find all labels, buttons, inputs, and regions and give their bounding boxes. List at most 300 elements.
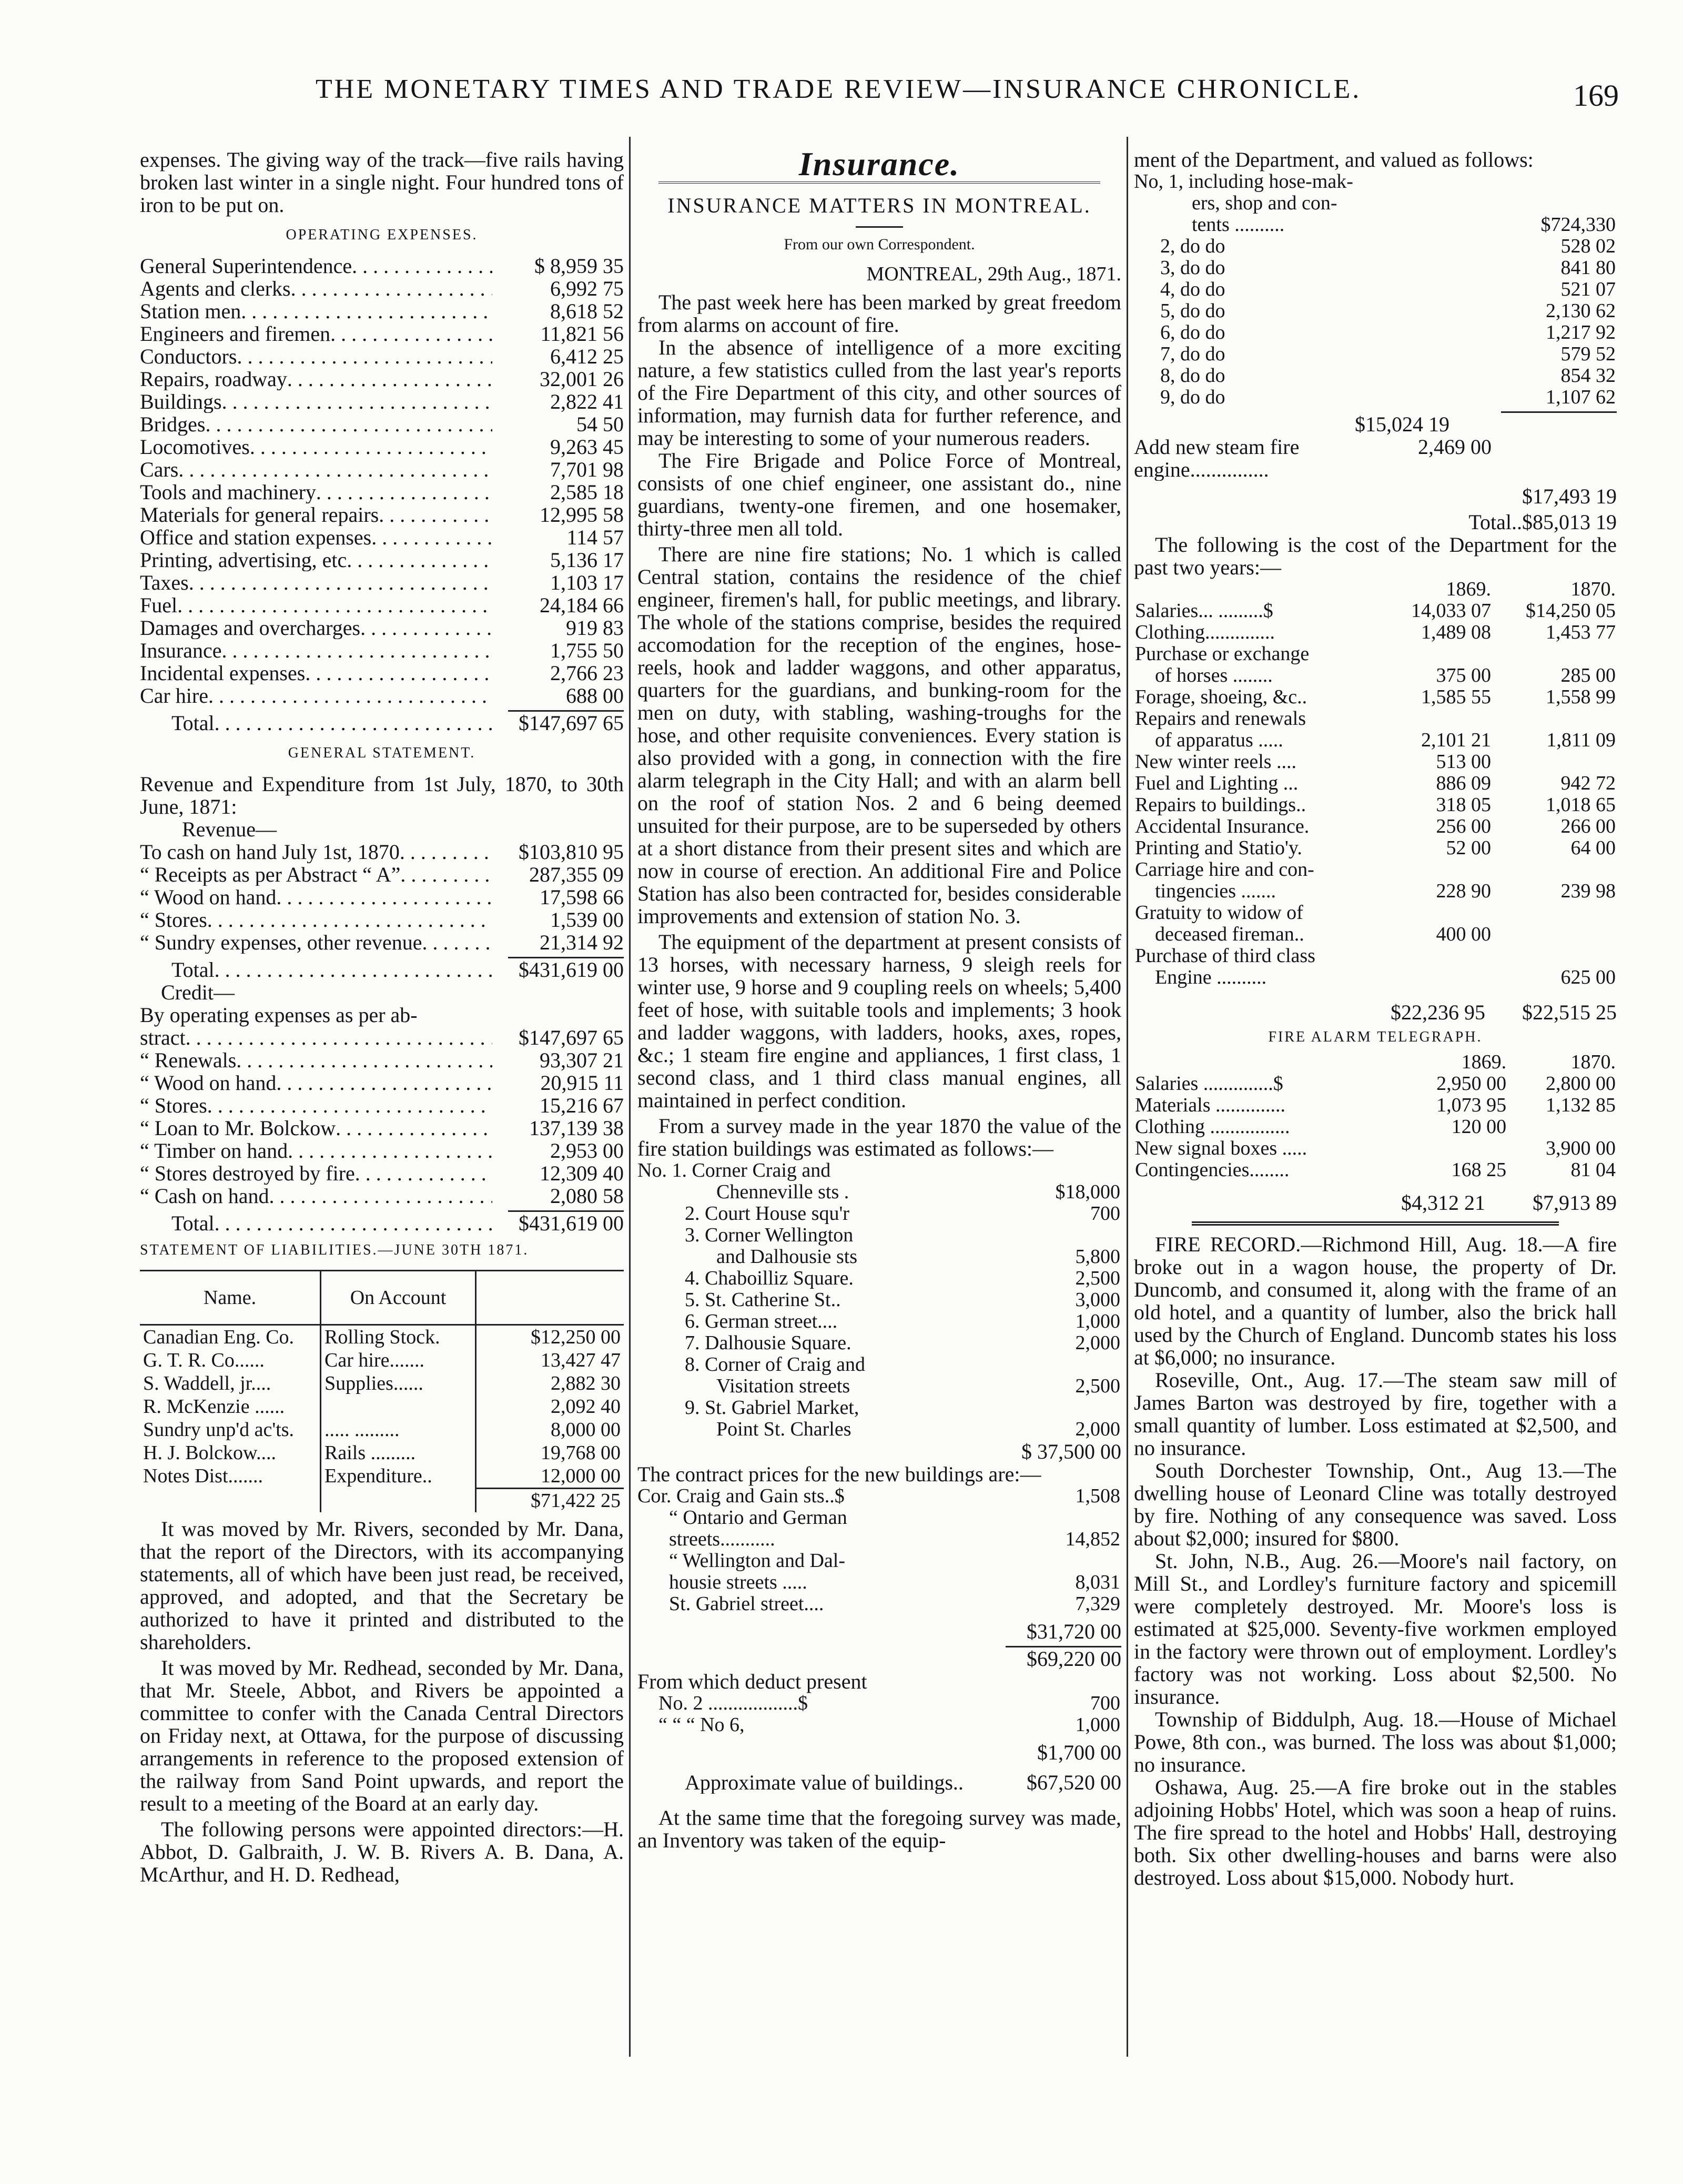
item-label: No, 1, including hose-mak- (1134, 170, 1353, 193)
ledger-row (140, 1094, 624, 1117)
total-label: Total (171, 958, 215, 981)
leader-dots (287, 368, 492, 390)
table-row (140, 1441, 624, 1464)
table-row (637, 1268, 1121, 1289)
telegraph-table (1134, 1051, 1617, 1181)
item-label: tents .......... (1192, 214, 1285, 236)
ledger-label: Materials for general repairs (140, 503, 379, 526)
ledger-label: To cash on hand July 1st, 1870 (140, 841, 400, 863)
total-amount: $147,697 65 (519, 712, 624, 734)
ledger-amount: 12,309 40 (540, 1162, 624, 1185)
ledger-row (140, 886, 624, 908)
amount-1870: 64 00 (1570, 837, 1616, 859)
leader-dots (207, 908, 492, 931)
item-amount (1011, 1397, 1121, 1419)
item-label: deceased fireman.. (1155, 923, 1304, 945)
leader-dots (208, 684, 492, 707)
ledger-row (140, 277, 624, 300)
running-title: THE MONETARY TIMES AND TRADE REVIEW—INSURANCE CHRONICLE. (316, 74, 1362, 104)
ledger-amount: 287,355 09 (529, 863, 624, 886)
blank-cell (321, 1489, 476, 1513)
ledger-label: “ Renewals (140, 1049, 237, 1071)
leader-dots (236, 1049, 492, 1071)
item-label: Repairs and renewals (1135, 707, 1306, 730)
amount-1870 (1492, 902, 1617, 924)
ledger-row (140, 1071, 624, 1094)
ledger-label: “ Cash on hand (140, 1185, 269, 1207)
item-amount: 841 80 (1560, 257, 1616, 279)
ledger-label: “ Wood on hand (140, 886, 277, 908)
item-label: 9. St. Gabriel Market, (685, 1397, 859, 1419)
liability-account: Rails ......... (321, 1441, 476, 1464)
leader-dots (276, 1071, 492, 1094)
inventory-table (1134, 171, 1617, 408)
ledger-amount: 1,755 50 (550, 639, 624, 662)
operating-heading: OPERATING EXPENSES. (286, 227, 478, 243)
article-paragraph: There are nine fire stations; No. 1 which is called Central station, contains the residence of the chief engineer, firemen's hall, for public meetings, and library. The whole of the stations comprise, besides the required accomodation for the reception of the engines, hose-reels, hook and ladder waggons, and other apparatus, quarters for the guardians, and bunking-room for the men on duty, with stabling, washing-troughs for the hose, and other requisite conveniences. Every station is also provided with a gong, in connection with the fire alarm telegraph in the City Hall; and with an alarm bell on the roof of station Nos. 2 and 6 being deemed unsuited for their purpose, are to be superseded by others at a short distance from their present sites and which are now in course of erection. An additional Fire and Police Station has also been contracted for, besides considerable improvements and extension of station No. 3. (637, 542, 1121, 928)
column-left (140, 148, 624, 1886)
item-label: No. 2 ..................$ (658, 1692, 808, 1714)
amount-1870 (1492, 708, 1617, 730)
table-row (1134, 816, 1617, 837)
item-amount: 521 07 (1560, 278, 1616, 300)
item-amount: 854 32 (1560, 365, 1616, 387)
table-row (1134, 343, 1617, 365)
table-row (637, 1225, 1121, 1246)
liability-account: Expenditure.. (321, 1464, 476, 1489)
amount-1869: 318 05 (1436, 794, 1492, 816)
item-amount: 1,000 (1075, 1714, 1120, 1736)
ledger-label: “ Stores (140, 908, 207, 931)
item-label: “ Wellington and Dal- (669, 1550, 845, 1572)
section-title: Insurance. (798, 145, 960, 183)
add-engine-label: Add new steam fire engine............... (1134, 436, 1300, 481)
table-row (1134, 171, 1617, 193)
cost-totals-row (1134, 1001, 1617, 1024)
ledger-label: Fuel (140, 594, 178, 616)
table-row (1134, 924, 1617, 945)
table-row (140, 1464, 624, 1489)
table-row (1134, 214, 1617, 236)
ledger-amount: 2,953 00 (550, 1139, 624, 1162)
credit-label: Credit— (161, 980, 235, 1004)
ledger-row (140, 322, 624, 345)
ledger-row (140, 1162, 624, 1185)
table-row (1134, 365, 1617, 387)
amount-1869 (1381, 859, 1492, 881)
ledger-amount: 8,618 52 (550, 300, 624, 322)
table-row (637, 1376, 1121, 1397)
contract-total-row (637, 1620, 1121, 1643)
table-row (637, 1354, 1121, 1376)
leader-dots (336, 1117, 492, 1139)
item-label: Purchase of third class (1135, 945, 1315, 967)
item-label: and Dalhousie sts (716, 1246, 858, 1268)
leader-dots (178, 458, 492, 481)
blank-cell (140, 1489, 321, 1513)
ledger-row (140, 413, 624, 436)
liability-amount: $12,250 00 (531, 1326, 621, 1348)
combined-total-row (637, 1647, 1121, 1670)
item-label: Carriage hire and con- (1135, 858, 1314, 881)
ledger-label: Insurance (140, 639, 222, 662)
item-label: streets........... (669, 1528, 775, 1550)
ledger-amount: 11,821 56 (540, 322, 624, 345)
ledger-row (140, 662, 624, 684)
ledger-label: Printing, advertising, etc (140, 549, 347, 571)
liability-name: R. McKenzie ...... (140, 1395, 321, 1418)
table-row (637, 1714, 1121, 1736)
item-label: 8. Corner of Craig and (685, 1353, 865, 1376)
ledger-amount: 54 50 (576, 413, 624, 436)
leader-dots (371, 526, 492, 549)
ledger-label: “ Wood on hand (140, 1071, 277, 1094)
ledger-label: Conductors (140, 345, 237, 368)
item-amount: 5,800 (1075, 1246, 1120, 1268)
amount-1869: 1,073 95 (1436, 1094, 1507, 1116)
table-row (140, 1325, 624, 1349)
ledger-amount: 20,915 11 (540, 1071, 624, 1094)
ledger-label: Bridges (140, 413, 206, 436)
operating-total-row (140, 712, 624, 734)
ledger-label: Incidental expenses (140, 662, 306, 684)
item-amount: 700 (1090, 1202, 1120, 1225)
table-row (637, 1693, 1121, 1714)
item-label: 7. Dalhousie Square. (685, 1332, 851, 1354)
table-row (1134, 902, 1617, 924)
fire-record-item: St. John, N.B., Aug. 26.—Moore's nail factory, on Mill St., and Lordley's furniture factory and spicemill were completely destroyed. Mr. Moore's loss is estimated at $25,000. Seventy-five workmen employed in the factory were thrown out of employment. Lordley's factory was not working. Loss about $2,500. No insurance. (1134, 1549, 1617, 1708)
approx-value-row (637, 1771, 1121, 1794)
ledger-amount: 7,701 98 (550, 458, 624, 481)
ledger-label: Agents and clerks (140, 277, 291, 300)
ledger-label: Buildings (140, 390, 222, 413)
item-label: of apparatus ..... (1155, 729, 1283, 751)
approx-amount: $67,520 00 (1027, 1771, 1121, 1794)
fire-record-item: South Dorchester Township, Ont., Aug 13.—The dwelling house of Leonard Cline was totally destroyed by fire. Nothing of any consequence was saved. Loss about $2,000; insured for $800. (1134, 1459, 1617, 1550)
ledger-label: stract (140, 1026, 186, 1049)
item-label: 4. Chaboilliz Square. (685, 1267, 854, 1289)
amount-1869 (1381, 967, 1492, 988)
amount-1870 (1492, 924, 1617, 945)
amount-1869: 120 00 (1451, 1116, 1507, 1138)
ledger-row (140, 436, 624, 458)
item-amount (1011, 1225, 1121, 1246)
ledger-label: Car hire (140, 684, 208, 707)
liability-amount: 8,000 00 (551, 1419, 621, 1441)
revenue-list (140, 841, 624, 954)
table-row (1134, 881, 1617, 902)
year-header-row (1134, 1051, 1617, 1073)
liability-account: Supplies...... (321, 1372, 476, 1395)
amount-1869: 168 25 (1451, 1159, 1507, 1181)
amount-1870 (1492, 643, 1617, 665)
table-row (637, 1203, 1121, 1225)
table-row (1134, 622, 1617, 643)
item-label: Gratuity to widow of (1135, 902, 1303, 924)
ledger-row (140, 526, 624, 549)
amount-1870: 285 00 (1560, 664, 1616, 686)
item-label: 5, do do (1160, 300, 1225, 322)
table-row (1134, 1095, 1617, 1116)
amount-1870 (1507, 1116, 1617, 1138)
grand-total: Total..$85,013 19 (1468, 511, 1617, 533)
inventory-subtotal-row (1134, 413, 1617, 436)
table-row (637, 1507, 1121, 1529)
general-intro: Revenue and Expenditure from 1st July, 1870, to 30th June, 1871: (140, 772, 624, 818)
ledger-amount: 15,216 67 (540, 1094, 624, 1117)
ledger-amount: 1,103 17 (550, 571, 624, 594)
year-header: 1869. (1446, 578, 1492, 600)
item-label: St. Gabriel street.... (669, 1593, 824, 1615)
fire-record-item: Roseville, Ont., Aug. 17.—The steam saw mill of James Barton was destroyed by fire, together with a small quantity of lumber. Loss estimated at $2,500, and no insurance. (1134, 1368, 1617, 1460)
item-amount: 2,500 (1075, 1267, 1120, 1289)
contract-total: $31,720 00 (1027, 1620, 1121, 1643)
table-row (1134, 730, 1617, 751)
ledger-amount: 6,992 75 (550, 277, 624, 300)
article-paragraph: The past week here has been marked by great freedom from alarms on account of fire. (637, 290, 1121, 337)
leader-dots (186, 1026, 492, 1049)
amount-1870: 942 72 (1560, 772, 1616, 794)
item-label: No. 1. Corner Craig and (637, 1159, 831, 1181)
item-label: 8, do do (1160, 365, 1225, 387)
table-row (637, 1593, 1121, 1615)
leader-dots (400, 863, 492, 886)
add-engine-amount: 2,469 00 (1418, 436, 1492, 459)
credit-intro: By operating expenses as per ab- (140, 1003, 418, 1027)
table-row (637, 1550, 1121, 1572)
table-row (637, 1397, 1121, 1419)
amount-1869: 1,585 55 (1421, 686, 1492, 708)
amount-1870: 266 00 (1560, 815, 1616, 837)
ledger-amount: 2,766 23 (550, 662, 624, 684)
leader-dots (347, 549, 492, 571)
ledger-label: Repairs, roadway (140, 368, 287, 390)
ledger-label: “ Loan to Mr. Bolckow (140, 1117, 336, 1139)
table-row (637, 1246, 1121, 1268)
directors-paragraph: The following persons were appointed directors:—H. Abbot, D. Galbraith, J. W. B. Rivers A. B. Dana, A. McArthur, and H. D. Redhead, (140, 1817, 624, 1886)
amount-1869: 14,033 07 (1411, 600, 1492, 622)
table-row (1134, 708, 1617, 730)
item-amount: 7,329 (1075, 1593, 1120, 1615)
inventory-total: $17,493 19 (1522, 485, 1617, 508)
leader-dots (222, 390, 492, 413)
ledger-label: Locomotives (140, 436, 250, 458)
ledger-row (140, 684, 624, 707)
item-label: Engine .......... (1155, 966, 1267, 988)
liability-amount: 2,882 30 (551, 1372, 621, 1394)
liability-amount: 12,000 00 (541, 1465, 621, 1487)
item-label: 3. Corner Wellington (685, 1224, 854, 1246)
item-label: housie streets ..... (669, 1571, 807, 1593)
section-rule (1192, 1221, 1559, 1226)
leader-dots (422, 931, 492, 954)
inventory-subtotal: $15,024 19 (1355, 413, 1449, 436)
ledger-amount: 919 83 (566, 616, 624, 639)
item-label: 4, do do (1160, 278, 1225, 300)
item-label: of horses ........ (1155, 664, 1273, 686)
table-row (637, 1419, 1121, 1440)
item-amount: 8,031 (1075, 1571, 1120, 1593)
amount-1870: 1,558 99 (1546, 686, 1616, 708)
table-row (140, 1395, 624, 1418)
amount-1869 (1398, 1138, 1507, 1159)
amount-1869: 375 00 (1436, 664, 1492, 686)
telegraph-totals-row (1134, 1191, 1617, 1214)
leader-dots (250, 436, 492, 458)
table-total-row (140, 1489, 624, 1513)
blank-cell (1134, 579, 1381, 600)
item-label: Chenneville sts . (716, 1181, 849, 1203)
amount-1870 (1492, 751, 1617, 773)
ledger-row (140, 639, 624, 662)
fire-record (1134, 1233, 1617, 1889)
amount-1869: 256 00 (1436, 815, 1492, 837)
liability-name: Canadian Eng. Co. (140, 1325, 321, 1349)
table-row (1134, 387, 1617, 408)
table-row (1134, 1159, 1617, 1181)
deduct-total-row (637, 1741, 1121, 1764)
column-header (476, 1271, 624, 1325)
item-label: Contingencies........ (1135, 1159, 1290, 1181)
leader-dots (288, 1139, 492, 1162)
ledger-amount: 137,139 38 (529, 1117, 624, 1139)
amount-1869: 1,489 08 (1421, 621, 1492, 643)
add-engine-row (1134, 436, 1617, 481)
item-label: Salaries ..............$ (1135, 1073, 1283, 1095)
liability-name: Sundry unp'd ac'ts. (140, 1418, 321, 1441)
deduct-intro: From which deduct present (637, 1670, 867, 1693)
item-label: 7, do do (1160, 343, 1225, 365)
item-label: Point St. Charles (716, 1418, 851, 1440)
liability-amount: 19,768 00 (541, 1442, 621, 1464)
table-row (1134, 773, 1617, 794)
ledger-amount: 21,314 92 (540, 931, 624, 954)
item-amount: 700 (1090, 1692, 1120, 1714)
ledger-row (140, 368, 624, 390)
telegraph-total-1869: $4,312 21 (1401, 1191, 1485, 1214)
year-header: 1869. (1461, 1051, 1507, 1073)
column-rule (629, 137, 631, 2057)
total-label: Total (171, 1212, 215, 1235)
table-row (637, 1332, 1121, 1354)
table-row (637, 1572, 1121, 1593)
ledger-amount: 114 57 (566, 526, 624, 549)
leader-dots (205, 413, 492, 436)
article-paragraph: The Fire Brigade and Police Force of Montreal, consists of one chief engineer, one assistant do., nine guardians, twenty-one firemen, and one hosemaker, thirty-three men all told. (637, 449, 1121, 540)
ledger-amount: 2,822 41 (550, 390, 624, 413)
leader-dots (221, 639, 492, 662)
amount-1869: 886 09 (1436, 772, 1492, 794)
liability-name: H. J. Bolckow.... (140, 1441, 321, 1464)
ledger-row (140, 841, 624, 863)
item-amount (1018, 1507, 1121, 1529)
item-label: Forage, shoeing, &c.. (1135, 686, 1307, 708)
ledger-amount: 17,598 66 (540, 886, 624, 908)
ledger-amount: 9,263 45 (550, 436, 624, 458)
item-label: Materials .............. (1135, 1094, 1286, 1116)
item-label: 6. German street.... (685, 1310, 838, 1332)
amount-1870: $14,250 05 (1526, 600, 1616, 622)
page-number: 169 (1573, 78, 1619, 113)
ledger-row (140, 1117, 624, 1139)
amount-1870: 81 04 (1570, 1159, 1616, 1181)
fire-record-item: FIRE RECORD.—Richmond Hill, Aug. 18.—A fire broke out in a wagon house, the property of Dr. Duncomb, and consumed it, along with the frame of an old hotel, and a quantity of lumber, also the brick hall used by the Church of England. Duncomb states his loss at $6,000; no insurance. (1134, 1232, 1617, 1369)
credit-list (140, 1026, 624, 1207)
ledger-label: Damages and overcharges (140, 616, 361, 639)
ledger-amount: 32,001 26 (540, 368, 624, 390)
liability-amount: 2,092 40 (551, 1396, 621, 1418)
item-label: 5. St. Catherine St.. (685, 1289, 841, 1311)
revenue-label: Revenue— (182, 817, 277, 841)
item-amount (1492, 171, 1617, 193)
fire-record-item: Oshawa, Aug. 25.—A fire broke out in the stables adjoining Hobbs' Hotel, which was soon a heap of ruins. The fire spread to the hotel and Hobbs' Hall, destroying both. Six other dwelling-houses and barns were also destroyed. Loss about $15,000. Nobody hurt. (1134, 1775, 1617, 1889)
total-amount: $431,619 00 (519, 1212, 624, 1235)
item-label: Salaries... .........$ (1135, 600, 1273, 622)
ledger-label: Taxes (140, 571, 189, 594)
amount-1869: 52 00 (1446, 837, 1492, 859)
item-label: Accidental Insurance. (1135, 815, 1310, 837)
column-right (1134, 148, 1617, 1889)
table-row (1134, 193, 1617, 214)
item-amount: 2,000 (1075, 1332, 1120, 1354)
general-heading: GENERAL STATEMENT. (288, 745, 476, 761)
amount-1869 (1381, 643, 1492, 665)
leader-dots (291, 277, 492, 300)
ledger-amount: 5,136 17 (550, 549, 624, 571)
table-row (1134, 837, 1617, 859)
table-row (637, 1160, 1121, 1181)
column-header: Name. (140, 1271, 321, 1325)
table-row (1134, 794, 1617, 816)
amount-1870: 625 00 (1560, 966, 1616, 988)
ledger-row (140, 390, 624, 413)
credit-total-row (140, 1212, 624, 1235)
item-amount (1011, 1354, 1121, 1376)
item-amount: 2,130 62 (1546, 300, 1616, 322)
ledger-amount: 2,585 18 (550, 481, 624, 503)
leader-dots (276, 886, 492, 908)
ledger-row (140, 255, 624, 277)
ledger-row (140, 1185, 624, 1207)
item-label: Visitation streets (716, 1375, 850, 1397)
contract-table (637, 1485, 1121, 1615)
leader-dots (305, 662, 492, 684)
item-amount: 1,508 (1075, 1485, 1120, 1507)
ledger-row (140, 908, 624, 931)
item-label: Cor. Craig and Gain sts..$ (637, 1485, 845, 1507)
column-middle (637, 145, 1121, 1852)
ledger-amount: $147,697 65 (519, 1026, 624, 1049)
ledger-row (140, 481, 624, 503)
table-row (637, 1485, 1121, 1507)
amount-1869: 228 90 (1436, 880, 1492, 902)
amount-1869 (1381, 902, 1492, 924)
item-amount: 14,852 (1065, 1528, 1120, 1550)
leader-dots (379, 503, 492, 526)
amount-1869 (1381, 708, 1492, 730)
item-label: Clothing ................ (1135, 1116, 1290, 1138)
table-row (140, 1372, 624, 1395)
amount-1870: 239 98 (1560, 880, 1616, 902)
table-row (1134, 1073, 1617, 1095)
liability-name: S. Waddell, jr.... (140, 1372, 321, 1395)
item-label: “ “ “ No 6, (658, 1714, 745, 1736)
amount-1869: 513 00 (1436, 751, 1492, 773)
item-label: Repairs to buildings.. (1135, 794, 1306, 816)
ledger-amount: $ 8,959 35 (534, 255, 624, 277)
item-amount (1011, 1160, 1121, 1181)
item-label: Fuel and Lighting ... (1135, 772, 1299, 794)
